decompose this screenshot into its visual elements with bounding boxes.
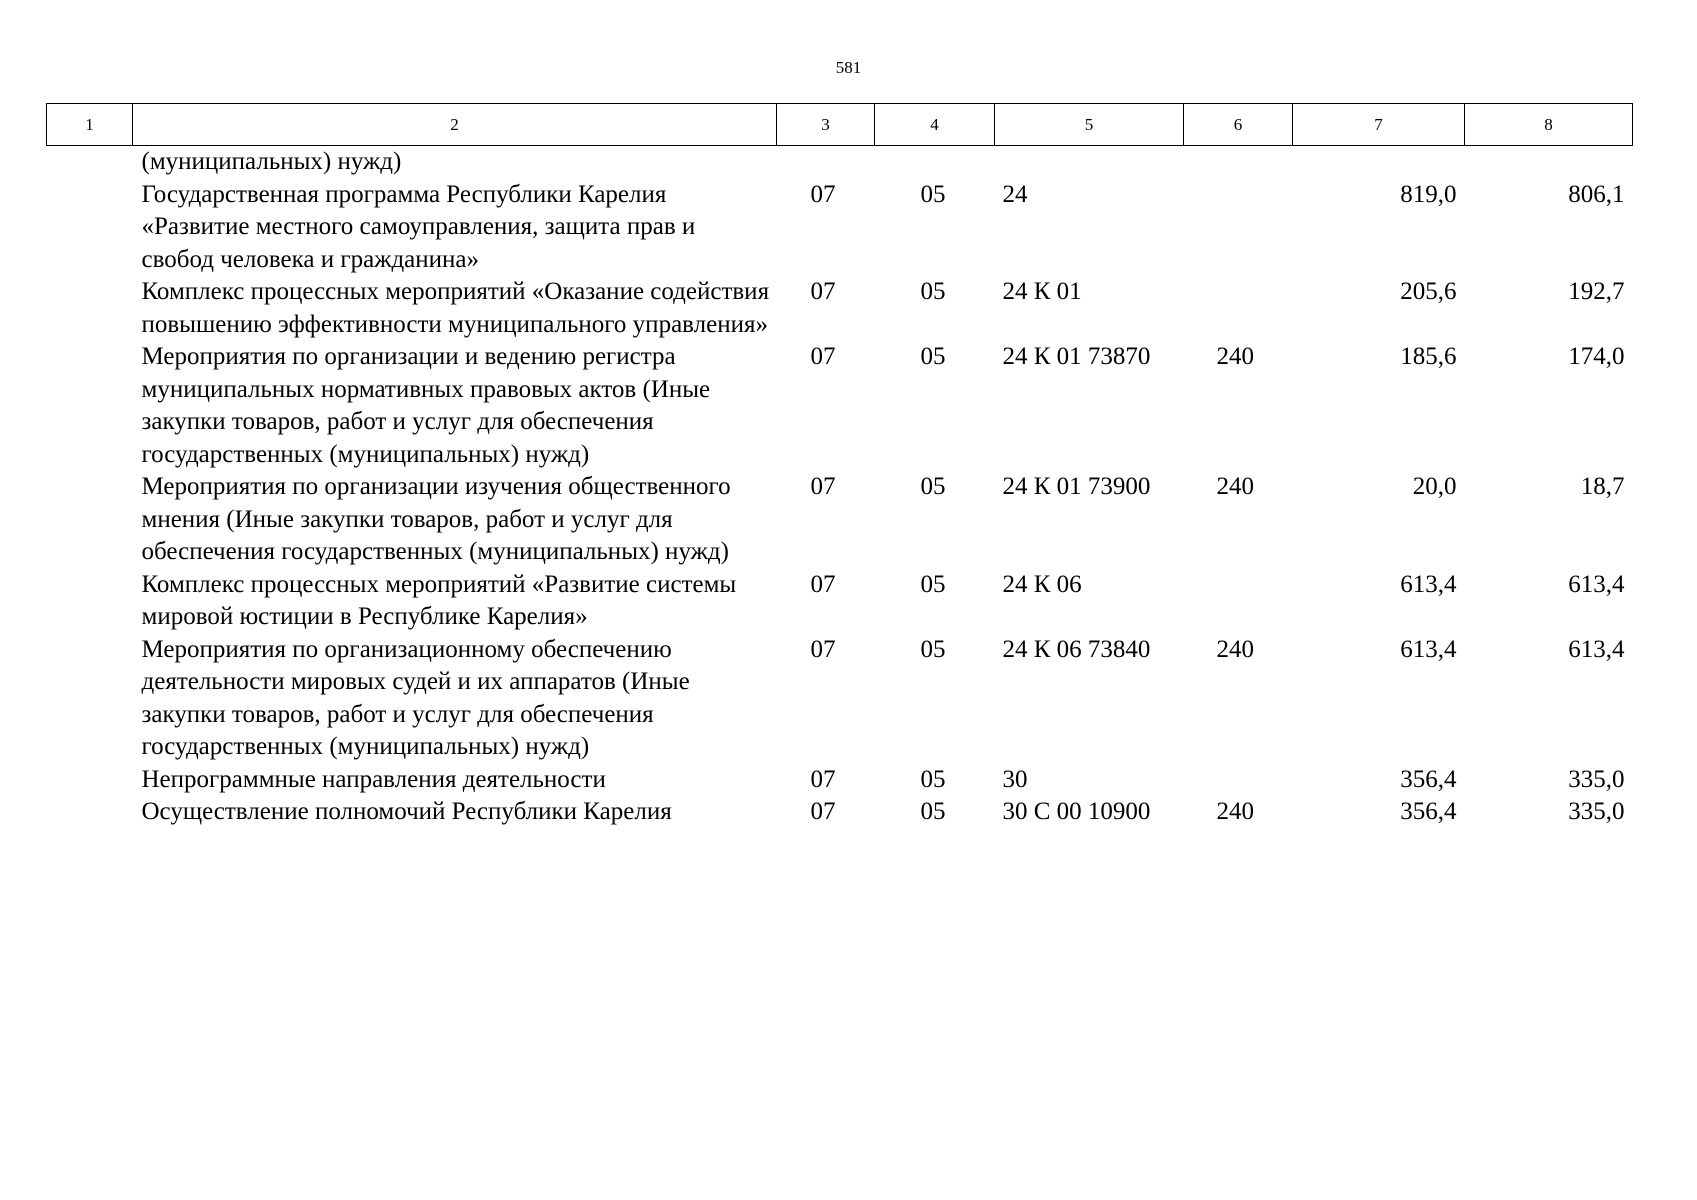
column-header-3: 3: [777, 104, 875, 146]
cell-amount-col7: 185,6: [1400, 343, 1457, 370]
cell-col1: [47, 471, 133, 569]
cell-target-article: 24 К 01: [1002, 278, 1082, 305]
cell-description: Государственная программа Республики Карелия «Развитие местного самоуправления, защита прав и свобод человека и гражданина»: [141, 180, 696, 273]
cell-expense-type: [1184, 569, 1293, 634]
cell-section: 07: [810, 343, 836, 370]
cell-description: Комплекс процессных мероприятий «Развитие системы мировой юстиции в Республике Карелия»: [141, 570, 737, 630]
cell-amount-col7: 356,4: [1400, 798, 1457, 825]
cell-subsection: [875, 146, 995, 179]
cell-col1: [47, 764, 133, 797]
cell-target-article: 30 С 00 10900: [1002, 798, 1151, 825]
cell-target-article: 24 К 01 73900: [1002, 473, 1151, 500]
cell-description: Мероприятия по организационному обеспечению деятельности мировых судей и их аппаратов (Иные закупки товаров, работ и услуг для обеспечения государственных (муниципальных) нужд): [141, 635, 690, 760]
cell-amount-col7: 819,0: [1400, 180, 1457, 208]
column-header-8: 8: [1465, 104, 1633, 146]
cell-expense-type: 240: [1216, 343, 1254, 370]
cell-target-article: 30: [1002, 765, 1028, 793]
cell-col1: [47, 146, 133, 179]
cell-subsection: 05: [920, 635, 946, 663]
cell-target-article: 24 К 06: [1002, 570, 1082, 598]
cell-target-article: 24: [1002, 180, 1028, 208]
table-row: [47, 634, 1633, 764]
cell-col1: [47, 341, 133, 471]
cell-amount-col8: 174,0: [1568, 343, 1625, 370]
cell-col1: [47, 569, 133, 634]
cell-expense-type: 240: [1216, 635, 1254, 663]
cell-description: Мероприятия по организации изучения общественного мнения (Иные закупки товаров, работ и услуг для обеспечения государственных (муниципальных) нужд): [141, 473, 731, 565]
cell-description: Комплекс процессных мероприятий «Оказание содействия повышению эффективности муниципального управления»: [141, 278, 770, 338]
cell-subsection: 05: [920, 343, 946, 370]
cell-amount-col7: 613,4: [1400, 635, 1457, 663]
table-row: [47, 764, 1633, 797]
cell-section: 07: [810, 798, 836, 825]
cell-target-article: [995, 146, 1184, 179]
table-row: [47, 179, 1633, 277]
cell-section: 07: [810, 635, 836, 663]
cell-expense-type: 240: [1216, 473, 1254, 500]
table-row: [47, 341, 1633, 471]
table-row: [47, 471, 1633, 569]
cell-subsection: 05: [920, 570, 946, 598]
page-number: 581: [835, 58, 862, 77]
table-header-row: [47, 104, 1633, 146]
cell-section: 07: [810, 473, 836, 500]
cell-amount-col8: 335,0: [1568, 765, 1625, 793]
cell-amount-col7: 356,4: [1400, 765, 1457, 793]
cell-amount-col8: 806,1: [1568, 180, 1625, 208]
cell-section: [777, 146, 875, 179]
cell-subsection: 05: [920, 798, 946, 825]
column-header-5: 5: [995, 104, 1184, 146]
column-header-4: 4: [875, 104, 995, 146]
cell-subsection: 05: [920, 278, 946, 305]
cell-section: 07: [810, 765, 836, 793]
table-row: [47, 796, 1633, 829]
cell-amount-col7: 20,0: [1412, 473, 1457, 500]
cell-amount-col8: [1465, 146, 1633, 179]
cell-section: 07: [810, 570, 836, 598]
cell-description: Непрограммные направления деятельности: [141, 765, 606, 793]
cell-target-article: 24 К 06 73840: [1002, 635, 1151, 663]
cell-expense-type: [1184, 276, 1293, 341]
cell-description: Осуществление полномочий Республики Карелия: [141, 798, 672, 825]
table-row: [47, 146, 1633, 179]
cell-amount-col8: 335,0: [1568, 798, 1625, 825]
cell-subsection: 05: [920, 473, 946, 500]
cell-col1: [47, 179, 133, 277]
table-row: [47, 569, 1633, 634]
cell-subsection: 05: [920, 765, 946, 793]
cell-subsection: 05: [920, 180, 946, 208]
cell-amount-col7: [1293, 146, 1465, 179]
column-header-1: 1: [47, 104, 133, 146]
cell-amount-col8: 18,7: [1580, 473, 1625, 500]
cell-col1: [47, 796, 133, 829]
cell-amount-col8: 613,4: [1568, 635, 1625, 663]
column-header-6: 6: [1184, 104, 1293, 146]
cell-amount-col7: 613,4: [1400, 570, 1457, 598]
column-header-7: 7: [1293, 104, 1465, 146]
cell-expense-type: [1184, 179, 1293, 277]
cell-col1: [47, 634, 133, 764]
cell-amount-col8: 192,7: [1568, 278, 1625, 305]
table-row: [47, 276, 1633, 341]
column-header-2: 2: [133, 104, 777, 146]
cell-target-article: 24 К 01 73870: [1002, 343, 1151, 370]
budget-table: [46, 103, 1633, 829]
cell-section: 07: [810, 278, 836, 305]
cell-expense-type: 240: [1216, 798, 1254, 825]
cell-description: (муниципальных) нужд): [141, 148, 402, 175]
cell-section: 07: [810, 180, 836, 208]
cell-amount-col7: 205,6: [1400, 278, 1457, 305]
cell-col1: [47, 276, 133, 341]
cell-description: Мероприятия по организации и ведению регистра муниципальных нормативных правовых актов (Иные закупки товаров, работ и услуг для обеспечения государственных (муниципальных) нужд): [141, 343, 711, 468]
cell-expense-type: [1184, 764, 1293, 797]
cell-expense-type: [1184, 146, 1293, 179]
cell-amount-col8: 613,4: [1568, 570, 1625, 598]
